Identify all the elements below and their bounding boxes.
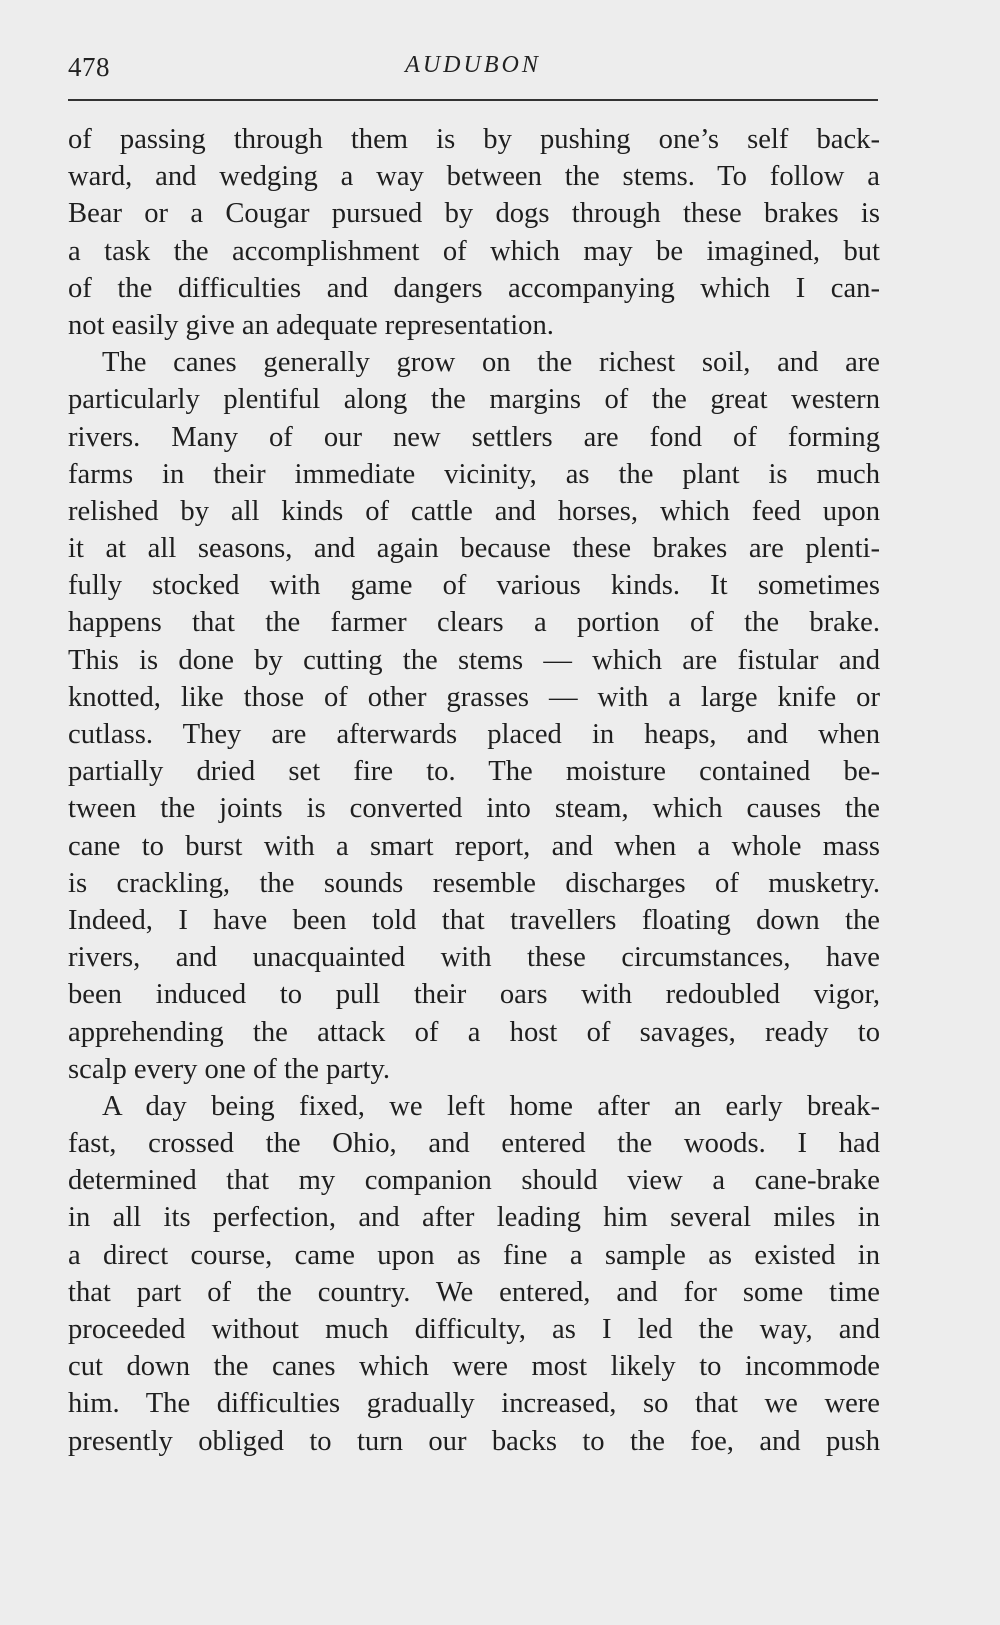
text-line: cane to burst with a smart report, and when a whole mass — [68, 830, 880, 862]
text-line: particularly plentiful along the margins of the great western — [68, 384, 880, 416]
text-line: rivers. Many of our new settlers are fond of forming — [68, 421, 880, 453]
text-line: a direct course, came upon as fine a sample as existed in — [68, 1239, 880, 1271]
text-line: This is done by cutting the stems — which are fistular and — [68, 644, 880, 676]
text-line: that part of the country. We entered, and for some time — [68, 1276, 880, 1308]
text-line: determined that my companion should view a cane-brake — [68, 1165, 880, 1197]
text-line: relished by all kinds of cattle and horses, which feed upon — [68, 495, 880, 527]
text-line: rivers, and unacquainted with these circumstances, have — [68, 942, 880, 974]
text-line: a task the accomplishment of which may be imagined, but — [68, 235, 880, 267]
paragraph — [68, 344, 880, 1088]
text-line: A day being fixed, we left home after an early break- — [102, 1090, 880, 1122]
text-line: presently obliged to turn our backs to the foe, and push — [68, 1425, 880, 1457]
text-line: it at all seasons, and again because these brakes are plenti- — [68, 533, 880, 565]
body-text — [68, 121, 880, 1460]
text-line: in all its perfection, and after leading him several miles in — [68, 1202, 880, 1234]
text-line: happens that the farmer clears a portion of the brake. — [68, 607, 880, 639]
text-line: is crackling, the sounds resemble discharges of musketry. — [68, 867, 880, 899]
text-line: knotted, like those of other grasses — with a large knife or — [68, 681, 880, 713]
text-line: Indeed, I have been told that travellers floating down the — [68, 904, 880, 936]
text-line: ward, and wedging a way between the stems. To follow a — [68, 161, 880, 193]
text-line: scalp every one of the party. — [68, 1053, 391, 1085]
page-number: 478 — [68, 52, 110, 82]
page-header — [68, 48, 878, 88]
paragraph — [68, 121, 880, 344]
text-line: cutlass. They are afterwards placed in heaps, and when — [68, 719, 880, 750]
text-line: The canes generally grow on the richest soil, and are — [102, 347, 880, 379]
text-line: partially dried set fire to. The moisture contained be- — [68, 756, 880, 788]
text-line: fast, crossed the Ohio, and entered the woods. I had — [68, 1128, 880, 1160]
text-line: of the difficulties and dangers accompanying which I can- — [68, 272, 880, 304]
text-line: of passing through them is by pushing one’s self back- — [68, 124, 880, 155]
text-line: fully stocked with game of various kinds. It sometimes — [68, 570, 880, 602]
header-rule — [68, 99, 878, 101]
text-line: been induced to pull their oars with redoubled vigor, — [68, 979, 880, 1011]
text-line: proceeded without much difficulty, as I led the way, and — [68, 1314, 880, 1345]
text-line: cut down the canes which were most likely to incommode — [68, 1351, 880, 1383]
text-line: not easily give an adequate representation. — [68, 309, 554, 341]
text-line: farms in their immediate vicinity, as the plant is much — [68, 458, 880, 490]
running-head: AUDUBON — [405, 52, 541, 78]
text-line: Bear or a Cougar pursued by dogs through these brakes is — [68, 198, 880, 230]
text-line: him. The difficulties gradually increased, so that we were — [68, 1388, 880, 1420]
paragraph — [68, 1088, 880, 1460]
text-line: tween the joints is converted into steam, which causes the — [68, 793, 880, 825]
text-line: apprehending the attack of a host of savages, ready to — [68, 1016, 880, 1048]
